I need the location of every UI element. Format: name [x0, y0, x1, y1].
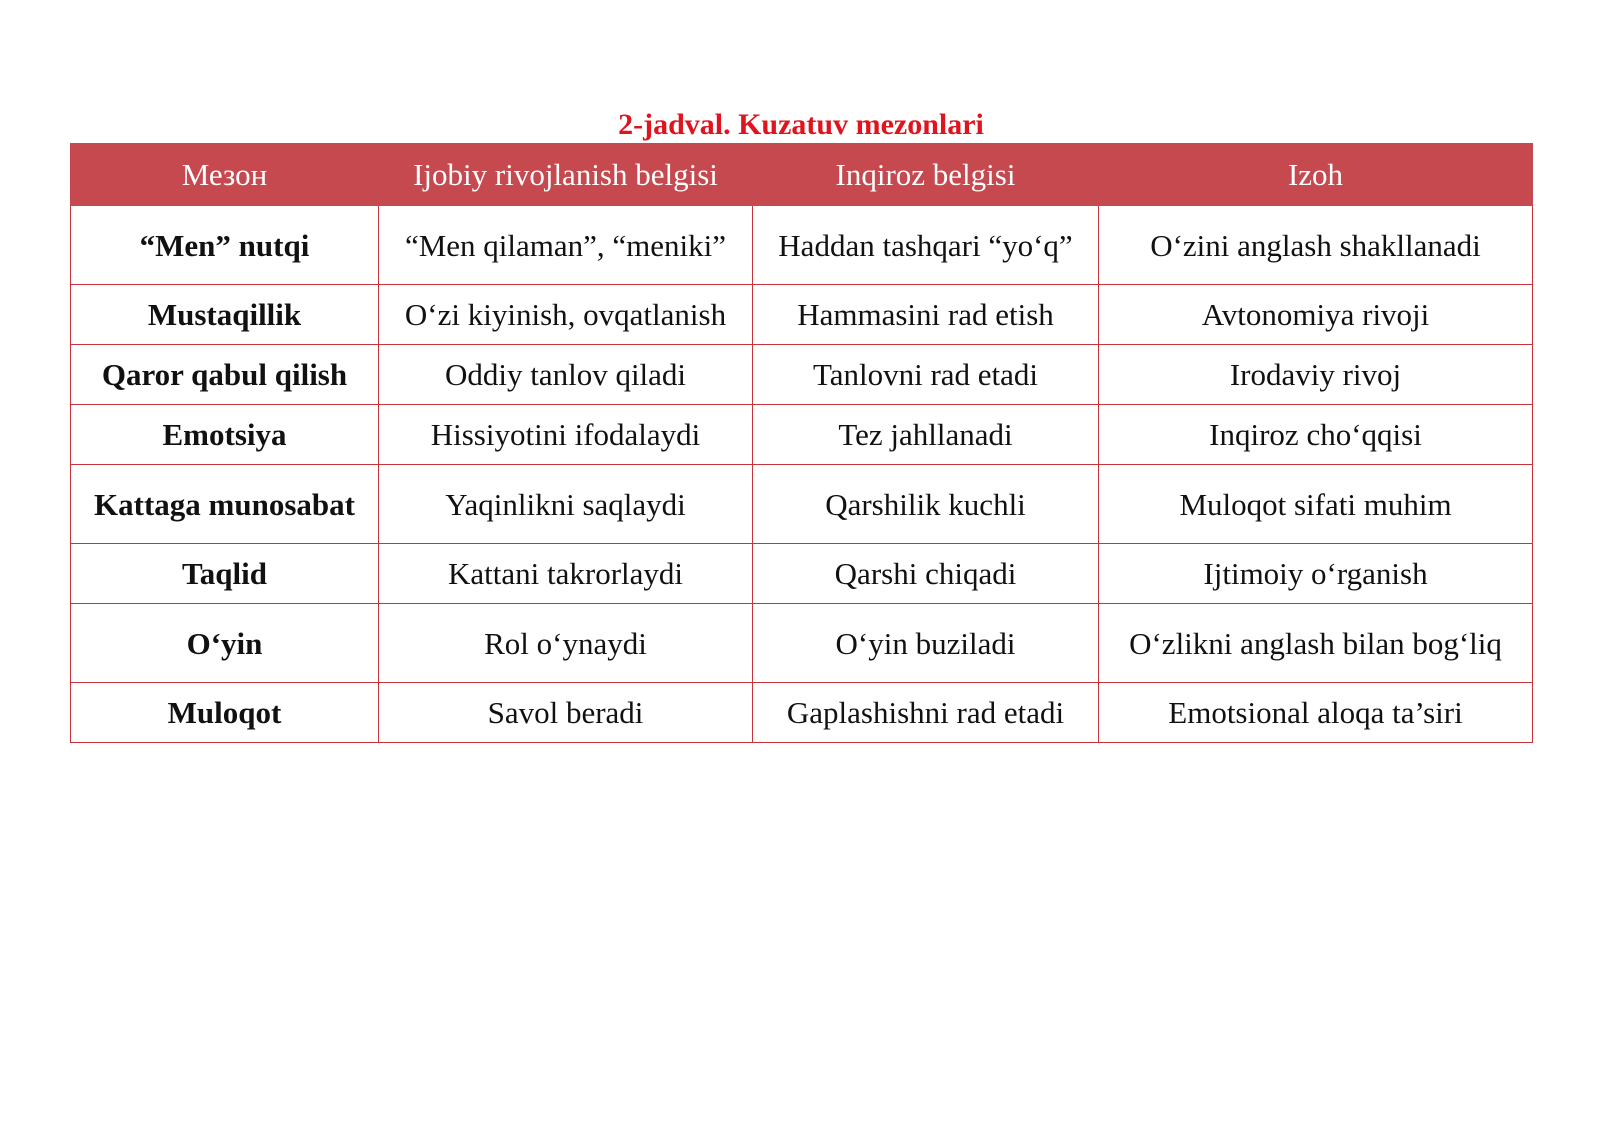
positive-sign-cell: Rol o‘ynaydi	[379, 604, 753, 683]
comment-cell: Inqiroz cho‘qqisi	[1099, 405, 1533, 465]
table-row	[71, 465, 1533, 544]
comment-cell: O‘zini anglash shakllanadi	[1099, 206, 1533, 285]
criterion-cell: Emotsiya	[71, 405, 379, 465]
table-caption: 2-jadval. Kuzatuv mezonlari	[618, 108, 984, 141]
criterion-cell: Taqlid	[71, 544, 379, 604]
criterion-cell: Kattaga munosabat	[71, 465, 379, 544]
table-row	[71, 345, 1533, 405]
positive-sign-cell: Oddiy tanlov qiladi	[379, 345, 753, 405]
criterion-cell: Mustaqillik	[71, 285, 379, 345]
criterion-cell: “Men” nutqi	[71, 206, 379, 285]
table-row	[71, 683, 1533, 743]
table-row	[71, 544, 1533, 604]
positive-sign-cell: O‘zi kiyinish, ovqatlanish	[379, 285, 753, 345]
header-comment: Izoh	[1099, 144, 1533, 206]
table-row	[71, 285, 1533, 345]
observation-criteria-table	[70, 143, 1533, 743]
comment-cell: Muloqot sifati muhim	[1099, 465, 1533, 544]
positive-sign-cell: Kattani takrorlaydi	[379, 544, 753, 604]
crisis-sign-cell: Haddan tashqari “yo‘q”	[753, 206, 1099, 285]
criterion-cell: Qaror qabul qilish	[71, 345, 379, 405]
positive-sign-cell: Hissiyotini ifodalaydi	[379, 405, 753, 465]
positive-sign-cell: Yaqinlikni saqlaydi	[379, 465, 753, 544]
crisis-sign-cell: Hammasini rad etish	[753, 285, 1099, 345]
table-header-row	[71, 144, 1533, 206]
crisis-sign-cell: O‘yin buziladi	[753, 604, 1099, 683]
crisis-sign-cell: Tez jahllanadi	[753, 405, 1099, 465]
positive-sign-cell: Savol beradi	[379, 683, 753, 743]
table-row	[71, 604, 1533, 683]
positive-sign-cell: “Men qilaman”, “meniki”	[379, 206, 753, 285]
criterion-cell: O‘yin	[71, 604, 379, 683]
comment-cell: Emotsional aloqa ta’siri	[1099, 683, 1533, 743]
comment-cell: O‘zlikni anglash bilan bog‘liq	[1099, 604, 1533, 683]
crisis-sign-cell: Qarshi chiqadi	[753, 544, 1099, 604]
table-row	[71, 405, 1533, 465]
criterion-cell: Muloqot	[71, 683, 379, 743]
crisis-sign-cell: Qarshilik kuchli	[753, 465, 1099, 544]
comment-cell: Ijtimoiy o‘rganish	[1099, 544, 1533, 604]
comment-cell: Irodaviy rivoj	[1099, 345, 1533, 405]
crisis-sign-cell: Gaplashishni rad etadi	[753, 683, 1099, 743]
comment-cell: Avtonomiya rivoji	[1099, 285, 1533, 345]
header-crisis-sign: Inqiroz belgisi	[753, 144, 1099, 206]
header-criterion: Мезон	[71, 144, 379, 206]
crisis-sign-cell: Tanlovni rad etadi	[753, 345, 1099, 405]
table-row	[71, 206, 1533, 285]
header-positive-sign: Ijobiy rivojlanish belgisi	[379, 144, 753, 206]
